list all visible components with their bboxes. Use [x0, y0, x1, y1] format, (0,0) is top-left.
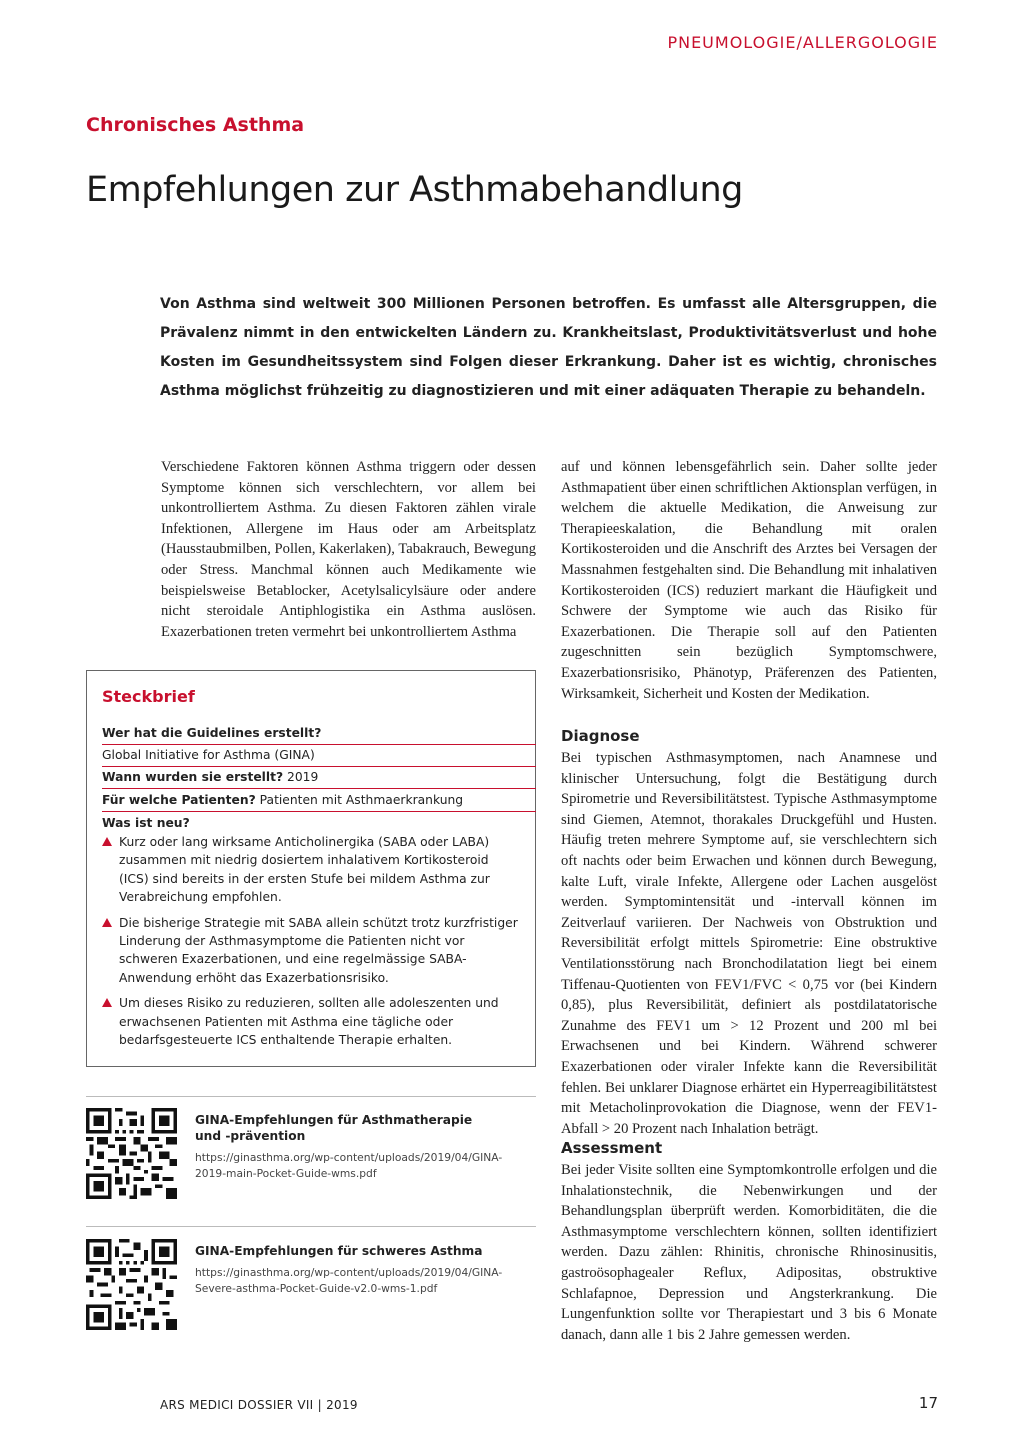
factbox-title: Steckbrief: [102, 687, 195, 706]
factbox-answer-who: Global Initiative for Asthma (GINA): [102, 745, 536, 767]
factbox-list: [102, 833, 522, 1056]
reference-url[interactable]: https://ginasthma.org/wp-content/uploads/2019/04/GINA-2019-main-Pocket-Guide-wms.pdf: [195, 1151, 503, 1180]
body-left-paragraph: Verschiedene Faktoren können Asthma triggern oder dessen Symptome können sich verschlechtern, vor allem bei unkontrolliertem Asthma. Zu diesen Faktoren zählen virale Infektionen, Allergene im Haus oder am Arbeitsplatz (Hausstaubmilben, Pollen, Kakerlaken), Tabakrauch, Bewegung oder Stress. Manchmal können auch Medikamente wie beispielsweise Betablocker, Acetylsalicylsäure oder andere nicht steroidale Antiphlogistika ein Asthma auslösen. Exazerbationen treten vermehrt bei unkontrolliertem Asthma: [161, 459, 536, 640]
reference-title: GINA-Empfehlungen für Asthmatherapie und -prävention: [195, 1113, 473, 1143]
section-tag: PNEUMOLOGIE/ALLERGOLOGIE: [667, 33, 938, 52]
factbox-when: Wann wurden sie erstellt? 2019: [102, 767, 536, 789]
list-item: Die bisherige Strategie mit SABA allein schützt trotz kurzfristiger Linderung der Asthmasymptome die Patienten nicht vor schweren Exazerbationen, und eine regelmässige SABA-Anwendung erhöht das Exazerbationsrisiko.: [102, 914, 522, 988]
qr-code-icon[interactable]: [86, 1108, 177, 1199]
assessment-text: Bei jeder Visite sollten eine Symptomkontrolle erfolgen und die Inhalationstechnik, die Nebenwirkungen und der Behandlungsplan überprüft werden. Komorbiditäten, die die Asthmasymptome verschlechtern können, sollten identifiziert werden. Dazu zählen: Rhinitis, chronische Rhinosinusitis, gastroösophagealer Reflux, Adipositas, obstruktive Schlafapnoe, Depression und Angsterkrankung. Die Lungenfunktion sollte vor Therapiestart und 3 bis 6 Monate danach, dann alle 1 bis 2 Jahre gemessen werden.: [561, 1162, 937, 1343]
list-item: Kurz oder lang wirksame Anticholinergika (SABA oder LABA) zusammen mit niedrig dosiertem inhalativem Kortikosteroid (ICS) sind bereits in der ersten Stufe bei mildem Asthma zur Verabreichung empfohlen.: [102, 833, 522, 907]
footer-publication: ARS MEDICI DOSSIER VII | 2019: [160, 1398, 358, 1412]
qr-code-icon[interactable]: [86, 1239, 177, 1330]
factbox-question-new: Was ist neu?: [102, 816, 190, 830]
diagnose-text: Bei typischen Asthmasymptomen, nach Anamnese und klinischer Untersuchung, folgt die Bestätigung durch Spirometrie und Reversibilitätstest. Typische Asthmasymptome sind Giemen, Atemnot, thorakales Druckgefühl und Husten. Häufig treten mehrere Symptome auf, sie verschlechtern sich oft nachts oder beim Erwachen und können durch Bewegung, kalte Luft, virale Infekte, Allergene oder Lachen ausgelöst werden. Symptomintensität und -intervall können im Zeitverlauf variieren. Der Nachweis von Obstruktion und Reversibilität erfolgt mittels Spirometrie: Eine obstruktive Ventilationsstörung nach Bronchodilatation liegt bei einem Tiffenau-Quotienten von FEV1/FVC < 0,75 vor (bei Kindern 0,85), plus Reversibilität, definiert als postdilatatorische Zunahme des FEV1 um > 12 Prozent und 200 ml bei Erwachsenen und bei Kindern. Während schwerer Exazerbationen oder viraler Infekte kann die Reversibilität fehlen. Bei unklarer Diagnose erhärtet ein Hyperreagibilitätstest mit Metacholinprovokation die Diagnose, wenn der FEV1-Abfall > 20 Prozent nach Inhalation beträgt.: [561, 750, 937, 1137]
triangle-bullet-icon: [102, 918, 112, 927]
assessment-heading: Assessment: [561, 1139, 663, 1157]
list-item: Um dieses Risiko zu reduzieren, sollten alle adoleszenten und erwachsenen Patienten mit Asthma eine tägliche oder bedarfsgesteuerte ICS enthaltende Therapie erhalten.: [102, 994, 522, 1049]
diagnose-heading: Diagnose: [561, 727, 640, 745]
body-right-intro: auf und können lebensgefährlich sein. Daher sollte jeder Asthmapatient über einen schriftlichen Aktionsplan verfügen, in welchem die aktuelle Medikation, die Anweisung zur Therapieeskalation, die Behandlung mit oralen Kortikosteroiden und die Anschrift des Arztes bei Versagen der Massnahmen festgehalten sind. Die Behandlung mit inhalativen Kortikosteroiden (ICS) reduziert markant die Häufigkeit und Schwere der Symptome wie auch das Risiko für Exazerbationen. Die Therapie soll auf den Patienten zugeschnitten sein bezüglich Symptomschwere, Exazerbationsrisiko, Phänotyp, Präferenzen des Patienten, Wirksamkeit, Sicherheit und Kosten der Medikation.: [561, 459, 937, 702]
reference-url[interactable]: https://ginasthma.org/wp-content/uploads/2019/04/GINA-Severe-asthma-Pocket-Guide-v2.0-wms-1.pdf: [195, 1266, 503, 1295]
article-lead: Von Asthma sind weltweit 300 Millionen Personen betroffen. Es umfasst alle Altersgruppen, die Prävalenz nimmt in den entwickelten Ländern zu. Krankheitslast, Produktivitätsverlust und hohe Kosten im Gesundheitssystem sind Folgen dieser Erkrankung. Daher ist es wichtig, chronisches Asthma möglichst frühzeitig zu diagnostizieren und mit einer adäquaten Therapie zu behandeln.: [160, 296, 937, 399]
article-kicker: Chronisches Asthma: [86, 114, 305, 136]
reference-title: GINA-Empfehlungen für schweres Asthma: [195, 1244, 483, 1258]
factbox: [86, 670, 536, 1067]
article-title: Empfehlungen zur Asthmabehandlung: [86, 170, 743, 210]
factbox-question-who: Wer hat die Guidelines erstellt?: [102, 723, 536, 745]
factbox-patients: Für welche Patienten? Patienten mit Asthmaerkrankung: [102, 790, 536, 812]
triangle-bullet-icon: [102, 837, 112, 846]
reference-divider: [86, 1096, 536, 1097]
triangle-bullet-icon: [102, 998, 112, 1007]
reference-divider: [86, 1226, 536, 1227]
page-number: 17: [918, 1394, 938, 1412]
